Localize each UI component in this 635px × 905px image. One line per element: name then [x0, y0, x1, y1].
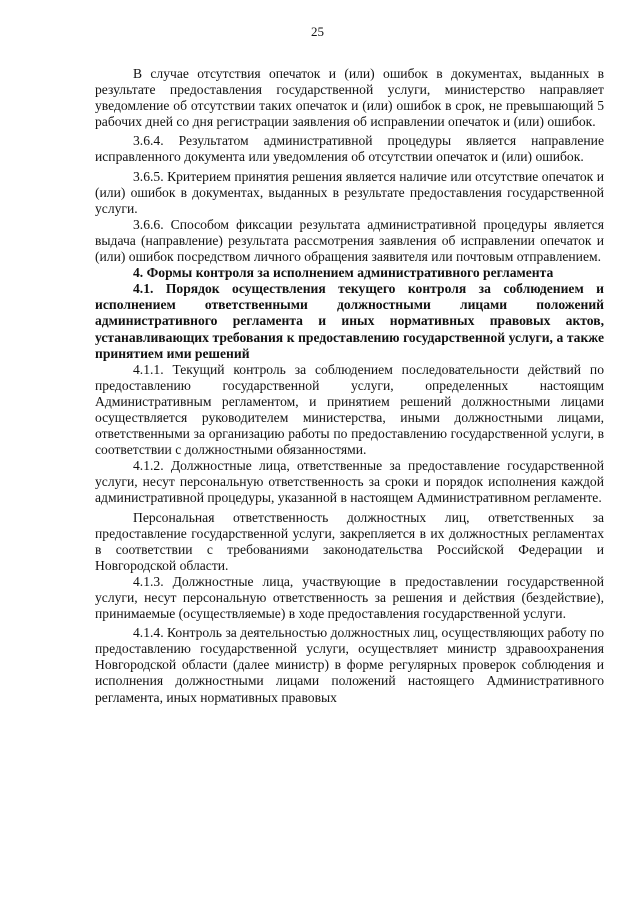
- paragraph-3-6-5: 3.6.5. Критерием принятия решения является наличие или отсутствие опечаток и (или) ошибок в документах, выданных в результате предоставления государственной услуги.: [95, 168, 604, 216]
- paragraph-4-1-1: 4.1.1. Текущий контроль за соблюдением последовательности действий по предоставлению государственной услуги, определенных настоящим Административным регламентом, и принятием решений должностными лицами осуществляется руководителем министерства, иными должностными лицами, ответственными за организацию работы по предоставлению государственной услуги, в соответствии с должностными обязанностями.: [95, 361, 604, 458]
- paragraph-4-1-2: 4.1.2. Должностные лица, ответственные за предоставление государственной услуги, несут персональную ответственность за сроки и порядок исполнения каждой административной процедуры, указанной в настоящем Административном регламенте.: [95, 458, 604, 506]
- paragraph-3-6-4: 3.6.4. Результатом административной процедуры является направление исправленного документа или уведомления об отсутствии опечаток и (или) ошибок.: [95, 133, 604, 165]
- paragraph-4-1-3: 4.1.3. Должностные лица, участвующие в предоставлении государственной услуги, несут персональную ответственность за решения и действия (бездействие), принимаемые (осуществляемые) в ходе предоставления государственной услуги.: [95, 573, 604, 622]
- section-heading-4: 4. Формы контроля за исполнением административного регламента: [133, 265, 554, 281]
- document-body: [95, 66, 604, 706]
- paragraph-personal-responsibility: Персональная ответственность должностных лиц, ответственных за предоставление государственной услуги, закрепляется в их должностных регламентах в соответствии с требованиями законодательства Российской Федерации и Новгородской области.: [95, 509, 604, 573]
- paragraph-correction-absence: В случае отсутствия опечаток и (или) ошибок в документах, выданных в результате предоставления государственной услуги, министерство направляет уведомление об отсутствии таких опечаток и (или) ошибок в срок, не превышающий 5 рабочих дней со дня регистрации заявления об исправлении опечаток и (или) ошибок.: [95, 66, 604, 130]
- paragraph-3-6-6: 3.6.6. Способом фиксации результата административной процедуры является выдача (направление) результата рассмотрения заявления об исправлении опечаток и (или) ошибок посредством личного обращения заявителя или почтовым отправлением.: [95, 216, 604, 265]
- paragraph-4-1-4: 4.1.4. Контроль за деятельностью должностных лиц, осуществляющих работу по предоставлению государственной услуги, осуществляет министр здравоохранения Новгородской области (далее министр) в форме регулярных проверок соблюдения и исполнения должностными лицами положений настоящего Административного регламента, иных нормативных правовых: [95, 625, 604, 705]
- subsection-heading-4-1: 4.1. Порядок осуществления текущего контроля за соблюдением и исполнением ответственными должностными лицами положений административного регламента и иных нормативных правовых актов, устанавливающих требования к предоставлению государственной услуги, а также принятием ими решений: [95, 281, 604, 361]
- page-number: 25: [311, 24, 324, 39]
